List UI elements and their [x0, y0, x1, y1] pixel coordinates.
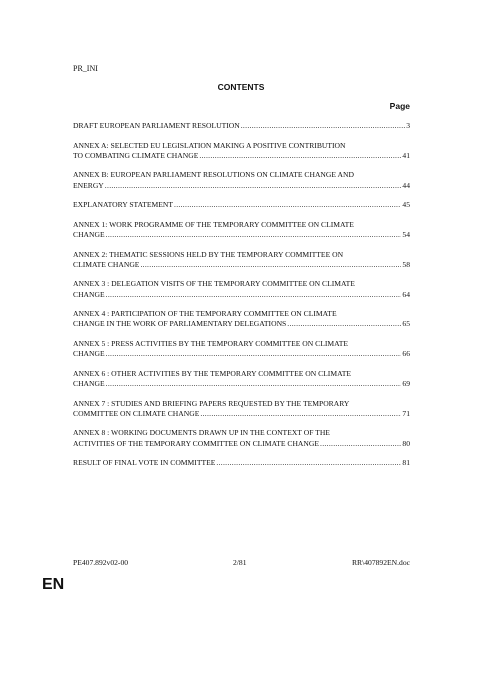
toc-entry-final-line: [73, 260, 410, 270]
toc-entry-title-end: CHANGE: [73, 349, 105, 359]
document-code: PR_INI: [73, 64, 98, 73]
toc-entry-page: 65: [402, 319, 410, 329]
page-column-label: Page: [389, 101, 410, 111]
toc-entry-title-end: CHANGE IN THE WORK OF PARLIAMENTARY DELEGATIONS: [73, 319, 287, 329]
toc-entry-page: 69: [402, 378, 410, 388]
toc-entry-title-end: CLIMATE CHANGE: [73, 259, 140, 269]
dot-leader: [140, 260, 401, 270]
toc-entry-title-end: EXPLANATORY STATEMENT: [73, 200, 174, 210]
dot-leader: [106, 349, 402, 359]
dot-leader: [106, 230, 402, 240]
footer-reference: PE407.892v02-00: [73, 558, 129, 567]
language-code: EN: [42, 576, 65, 593]
toc-entry-title-end: DRAFT EUROPEAN PARLIAMENT RESOLUTION: [73, 121, 240, 130]
toc-entry-final-line: [73, 458, 410, 468]
toc-entry-title-end: ENERGY: [73, 180, 104, 190]
toc-entry-title-line: ANNEX 7 : STUDIES AND BRIEFING PAPERS REQUESTED BY THE TEMPORARY: [73, 398, 350, 408]
toc-entry-final-line: [73, 439, 410, 449]
toc-entry[interactable]: [73, 399, 410, 419]
toc-entry-title-line: ANNEX B: EUROPEAN PARLIAMENT RESOLUTIONS ON CLIMATE CHANGE AND: [73, 170, 354, 180]
dot-leader: [106, 290, 402, 300]
toc-entry-page: 71: [402, 408, 410, 418]
toc-entry-final-line: [73, 121, 410, 131]
toc-entry-title-line: ANNEX 4 : PARTICIPATION OF THE TEMPORARY COMMITTEE ON CLIMATE: [73, 309, 337, 319]
toc-entry[interactable]: [73, 428, 410, 448]
toc-entry-page: 54: [402, 229, 410, 239]
footer-page-number: 2/81: [233, 558, 247, 567]
toc-entry[interactable]: [73, 250, 410, 270]
toc-entry-final-line: [73, 349, 410, 359]
toc-entry[interactable]: [73, 170, 410, 190]
toc-entry-title-end: RESULT OF FINAL VOTE IN COMMITTEE: [73, 458, 216, 468]
dot-leader: [174, 200, 401, 210]
toc-entry[interactable]: [73, 141, 410, 161]
toc-entry[interactable]: [73, 279, 410, 299]
toc-entry[interactable]: [73, 458, 410, 468]
toc-entry-final-line: [73, 200, 410, 210]
toc-entry-title-line: ANNEX 1: WORK PROGRAMME OF THE TEMPORARY COMMITTEE ON CLIMATE: [73, 219, 354, 229]
dot-leader: [200, 409, 401, 419]
toc-entry-page: 45: [402, 200, 410, 210]
dot-leader: [287, 319, 401, 329]
toc-entry-final-line: [73, 379, 410, 389]
toc-entry-title-end: TO COMBATING CLIMATE CHANGE: [73, 150, 199, 160]
toc-entry-final-line: [73, 409, 410, 419]
toc-entry-final-line: [73, 181, 410, 191]
toc-entry-title-end: ACTIVITIES OF THE TEMPORARY COMMITTEE ON CLIMATE CHANGE: [73, 438, 320, 448]
toc-entry-title-line: ANNEX 8 : WORKING DOCUMENTS DRAWN UP IN THE CONTEXT OF THE: [73, 428, 330, 438]
toc-entry-page: 81: [402, 458, 410, 468]
toc-entry-title-end: CHANGE: [73, 378, 105, 388]
toc-entry[interactable]: [73, 339, 410, 359]
toc-entry[interactable]: [73, 309, 410, 329]
dot-leader: [199, 151, 401, 161]
footer-filename: RR\407892EN.doc: [351, 558, 410, 567]
dot-leader: [106, 379, 402, 389]
toc-entry[interactable]: [73, 369, 410, 389]
toc-entry-title-line: ANNEX A: SELECTED EU LEGISLATION MAKING A POSITIVE CONTRIBUTION: [73, 140, 346, 150]
dot-leader: [241, 121, 405, 131]
dot-leader: [105, 181, 402, 191]
toc-entry-title-end: COMMITTEE ON CLIMATE CHANGE: [73, 408, 200, 418]
table-of-contents: [73, 121, 410, 478]
dot-leader: [320, 439, 401, 449]
toc-entry-title-end: CHANGE: [73, 289, 105, 299]
toc-entry-title-line: ANNEX 3 : DELEGATION VISITS OF THE TEMPORARY COMMITTEE ON CLIMATE: [73, 279, 355, 289]
toc-entry-page: 80: [402, 438, 410, 448]
toc-entry[interactable]: [73, 200, 410, 210]
toc-entry[interactable]: [73, 121, 410, 131]
toc-entry-title-line: ANNEX 2: THEMATIC SESSIONS HELD BY THE TEMPORARY COMMITTEE ON: [73, 249, 344, 259]
toc-entry-page: 58: [402, 259, 410, 269]
toc-entry-page: 44: [402, 180, 410, 190]
contents-title: CONTENTS: [217, 82, 265, 92]
toc-entry-title-end: CHANGE: [73, 229, 105, 239]
toc-entry[interactable]: [73, 220, 410, 240]
toc-entry-final-line: [73, 290, 410, 300]
dot-leader: [216, 458, 401, 468]
toc-entry-page: 41: [402, 150, 410, 160]
toc-entry-final-line: [73, 319, 410, 329]
toc-entry-title-line: ANNEX 6 : OTHER ACTIVITIES BY THE TEMPORARY COMMITTEE ON CLIMATE: [73, 368, 352, 378]
toc-entry-final-line: [73, 230, 410, 240]
toc-entry-final-line: [73, 151, 410, 161]
toc-entry-page: 64: [402, 289, 410, 299]
toc-entry-title-line: ANNEX 5 : PRESS ACTIVITIES BY THE TEMPORARY COMMITTEE ON CLIMATE: [73, 338, 349, 348]
toc-entry-page: 3: [406, 121, 410, 130]
toc-entry-page: 66: [402, 349, 410, 359]
